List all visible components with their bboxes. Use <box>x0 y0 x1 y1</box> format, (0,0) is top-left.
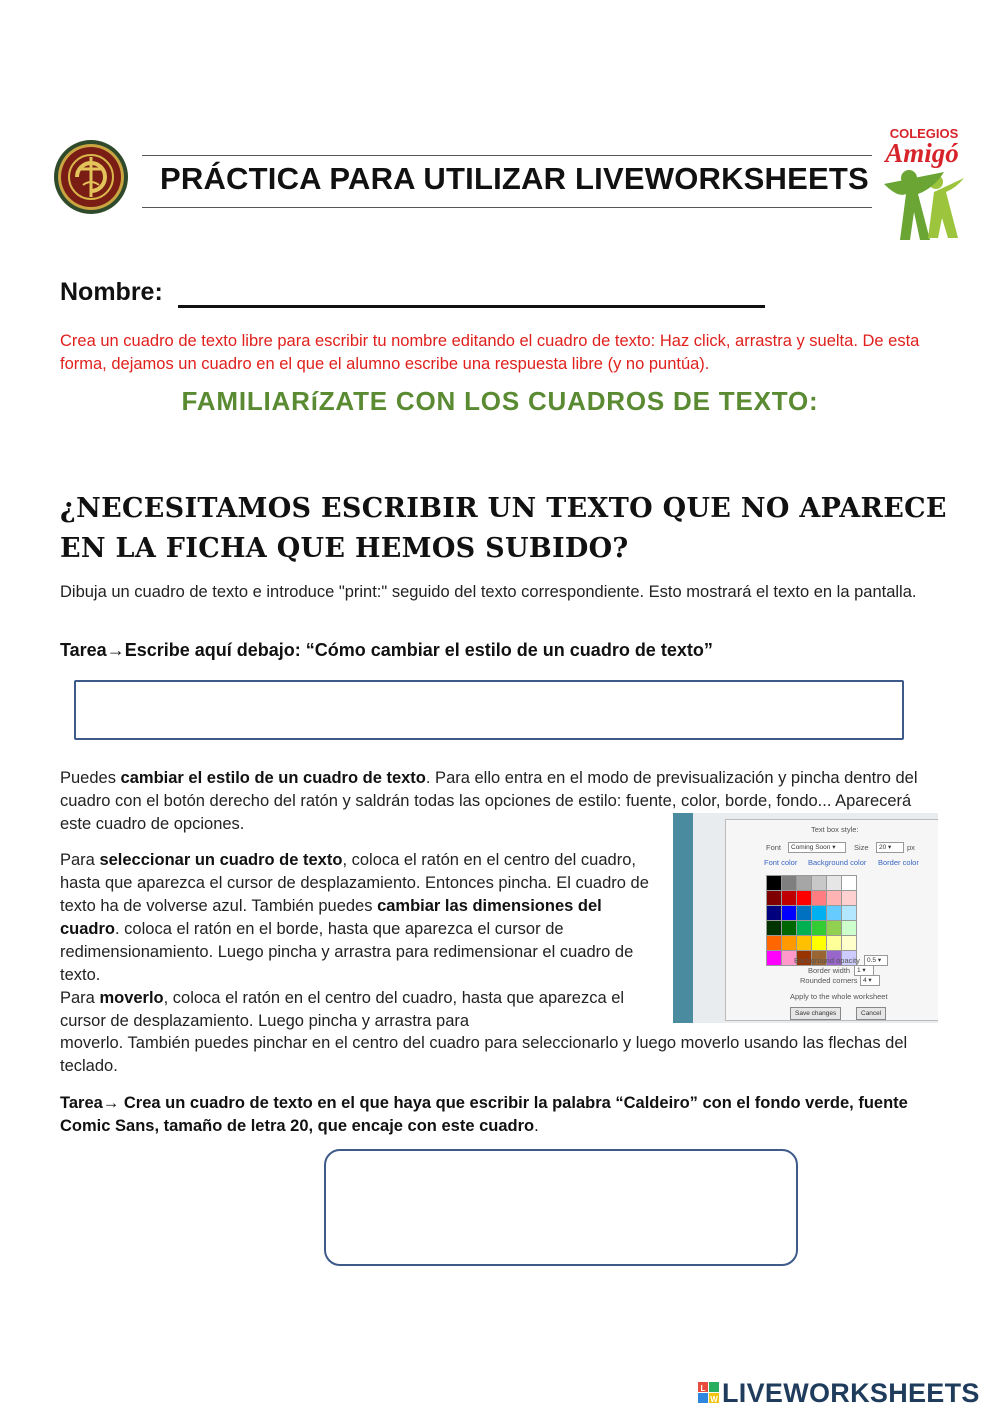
p3-d: cambiar las dimensiones del cuadro <box>60 897 602 938</box>
task-2-end: . <box>534 1117 539 1135</box>
palette-swatch <box>812 891 826 905</box>
border-width-select: 1 ▾ <box>854 965 874 976</box>
style-dialog-screenshot <box>673 813 938 1023</box>
task-1-label: Tarea→Escribe aquí debajo: “Cómo cambiar el estilo de un cuadro de texto” <box>60 640 713 660</box>
p3-h: , coloca el ratón en el centro del cuadro, hasta que aparezca el cursor de desplazamiento. Luego pincha y arrastra para <box>60 989 625 1030</box>
palette-swatch <box>782 876 796 890</box>
palette-swatch <box>827 891 841 905</box>
palette-swatch <box>767 876 781 890</box>
p2-a: Puedes <box>60 769 121 787</box>
palette-swatch <box>797 936 811 950</box>
tab-border-color: Border color <box>878 858 919 867</box>
p3-a: Para <box>60 851 100 869</box>
palette-swatch <box>842 921 856 935</box>
rounded-select: 4 ▾ <box>860 975 880 986</box>
palette-swatch <box>812 906 826 920</box>
bg-opacity-label: Background opacity <box>794 956 860 965</box>
apply-label: Apply to the whole worksheet <box>790 992 888 1001</box>
answer-box-2[interactable] <box>324 1149 798 1266</box>
header-rule-bottom <box>142 207 872 208</box>
palette-swatch <box>797 921 811 935</box>
task-2-label <box>60 1092 930 1138</box>
palette-swatch <box>842 891 856 905</box>
palette-swatch <box>782 921 796 935</box>
name-answer-line[interactable] <box>178 305 765 308</box>
liveworksheets-brand: LIVEWORKSHEETS <box>722 1378 980 1408</box>
size-unit: px <box>907 843 915 852</box>
palette-swatch <box>842 936 856 950</box>
font-select: Coming Soon ▾ <box>788 842 846 853</box>
paragraph-move: moverlo. También puedes pinchar en el centro del cuadro para seleccionarlo y luego moverlo usando las flechas del teclado. <box>60 1034 908 1075</box>
palette-swatch <box>782 936 796 950</box>
dialog-title: Text box style: <box>811 825 859 834</box>
palette-swatch <box>767 951 781 965</box>
tab-background-color: Background color <box>808 858 867 867</box>
p2-c: . Para ello entra en el modo de previsualización y pincha dentro del cuadro con el botón derecho del ratón y saldrán todas las opciones de estilo: fuente, color, borde, fondo... Aparecerá este cuadro de opciones. <box>60 769 918 833</box>
bg-opacity-select: 0.5 ▾ <box>864 955 888 966</box>
school-crest-icon <box>53 139 129 215</box>
p3-g: moverlo <box>99 989 164 1007</box>
answer-box-1[interactable] <box>74 680 904 740</box>
task-2-bold: Tarea→ Crea un cuadro de texto en el que haya que escribir la palabra “Caldeiro” con el fondo verde, fuente Comic Sans, tamaño de letra 20, que encaje con este cuadro <box>60 1094 908 1135</box>
palette-swatch <box>827 876 841 890</box>
color-palette <box>766 875 857 966</box>
size-select: 20 ▾ <box>876 842 904 853</box>
palette-swatch <box>827 936 841 950</box>
border-width-label: Border width <box>808 966 851 975</box>
palette-swatch <box>767 921 781 935</box>
paragraph-print: Dibuja un cuadro de texto e introduce "print:" seguido del texto correspondiente. Esto mostrará el texto en la pantalla. <box>60 583 917 601</box>
logo-line1: COLEGIOS <box>889 126 959 141</box>
palette-swatch <box>767 891 781 905</box>
palette-swatch <box>797 891 811 905</box>
svg-text:L: L <box>700 1384 706 1393</box>
header-rule-top <box>142 155 872 156</box>
section-heading: ¿NECESITAMOS ESCRIBIR UN TEXTO QUE NO APARECE EN LA FICHA QUE HEMOS SUBIDO? <box>60 493 947 564</box>
p3-e: . coloca el ratón en el borde, hasta que aparezca el cursor de redimensionamiento. Luego pincha y arrastra para redimensionar el cuadro de texto. <box>60 920 634 984</box>
save-changes-button: Save changes <box>790 1007 841 1020</box>
p3-f: Para <box>60 989 100 1007</box>
colegios-amigo-logo <box>874 124 968 246</box>
palette-swatch <box>782 906 796 920</box>
rounded-label: Rounded corners <box>800 976 858 985</box>
page-title: PRÁCTICA PARA UTILIZAR LIVEWORKSHEETS <box>160 161 869 196</box>
logo-line2: Amigó <box>885 138 959 168</box>
palette-swatch <box>767 906 781 920</box>
p3-c: , coloca el ratón en el centro del cuadro, hasta que aparezca el cursor de desplazamiento. Entonces pincha. El cuadro de texto ha de volverse azul. También puedes <box>60 851 649 915</box>
palette-swatch <box>797 906 811 920</box>
paragraph-select <box>60 849 650 1033</box>
palette-swatch <box>842 906 856 920</box>
text-box-style-dialog <box>725 819 938 1021</box>
svg-text:W: W <box>710 1395 718 1404</box>
palette-swatch <box>812 876 826 890</box>
palette-swatch <box>767 936 781 950</box>
p3-b: seleccionar un cuadro de texto <box>99 851 343 869</box>
subheading: FAMILIARíZATE CON LOS CUADROS DE TEXTO: <box>181 386 819 416</box>
name-label: Nombre: <box>60 278 163 306</box>
size-label: Size <box>854 843 869 852</box>
palette-swatch <box>827 906 841 920</box>
palette-swatch <box>797 876 811 890</box>
palette-swatch <box>827 921 841 935</box>
palette-swatch <box>812 921 826 935</box>
palette-swatch <box>812 936 826 950</box>
liveworksheets-badge-icon <box>698 1382 720 1404</box>
screenshot-background <box>693 813 938 1023</box>
palette-swatch <box>842 876 856 890</box>
p2-b: cambiar el estilo de un cuadro de texto <box>120 769 426 787</box>
font-label: Font <box>766 843 782 852</box>
tab-font-color: Font color <box>764 858 798 867</box>
cancel-button: Cancel <box>856 1007 886 1020</box>
name-instructions: Crea un cuadro de texto libre para escribir tu nombre editando el cuadro de texto: Haz click, arrastra y suelta. De esta forma, dejamos un cuadro en el que el alumno escribe una respuesta libre (y no puntúa). <box>60 332 920 373</box>
palette-swatch <box>782 891 796 905</box>
